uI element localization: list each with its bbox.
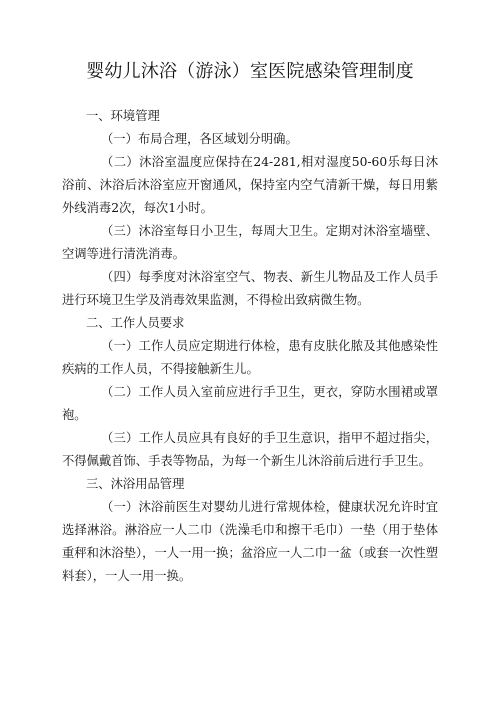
- paragraph: （三）工作人员应具有良好的手卫生意识，指甲不超过指尖，不得佩戴首饰、手表等物品，为每一个新生儿沐浴前后进行手卫生。: [62, 431, 438, 468]
- paragraph: （一）沐浴前医生对婴幼儿进行常规体检，健康状况允许时宜选择淋浴。淋浴应一人二巾（洗澡毛巾和擦干毛巾）一垫（用于垫体重秤和沐浴垫），一人一用一换；盆浴应一人二巾一盆（或套一次性塑料套），一人一用一换。: [62, 500, 438, 583]
- paragraph: （二）沐浴室温度应保持在24-281,相对湿度50-60乐每日沐浴前、沐浴后沐浴室应开窗通风，保持室内空气清新干燥，每日用紫外线消毒2次，每次1小时。: [62, 155, 438, 215]
- section-environment: [62, 105, 438, 312]
- paragraph: （一）布局合理，各区域划分明确。: [101, 132, 298, 146]
- section-staff: [62, 312, 438, 473]
- section-bath-supplies: [62, 473, 438, 588]
- paragraph: （三）沐浴室每日小卫生，每周大卫生。定期对沐浴室墙壁、空调等进行清洗消毒。: [62, 224, 438, 261]
- paragraph: （二）工作人员入室前应进行手卫生，更衣，穿防水围裙或罩袍。: [62, 385, 438, 422]
- section-heading: 一、环境管理: [86, 109, 160, 123]
- paragraph: （四）每季度对沐浴室空气、物表、新生儿物品及工作人员手进行环境卫生学及消毒效果监测，不得检出致病微生物。: [62, 270, 438, 307]
- section-heading: 三、沐浴用品管理: [86, 477, 185, 491]
- paragraph: （一）工作人员应定期进行体检，患有皮肤化脓及其他感染性疾病的工作人员，不得接触新生儿。: [62, 339, 438, 376]
- section-heading: 二、工作人员要求: [86, 316, 185, 330]
- document-title: 婴幼儿沐浴（游泳）室医院感染管理制度: [86, 61, 414, 82]
- document-body: [62, 105, 438, 588]
